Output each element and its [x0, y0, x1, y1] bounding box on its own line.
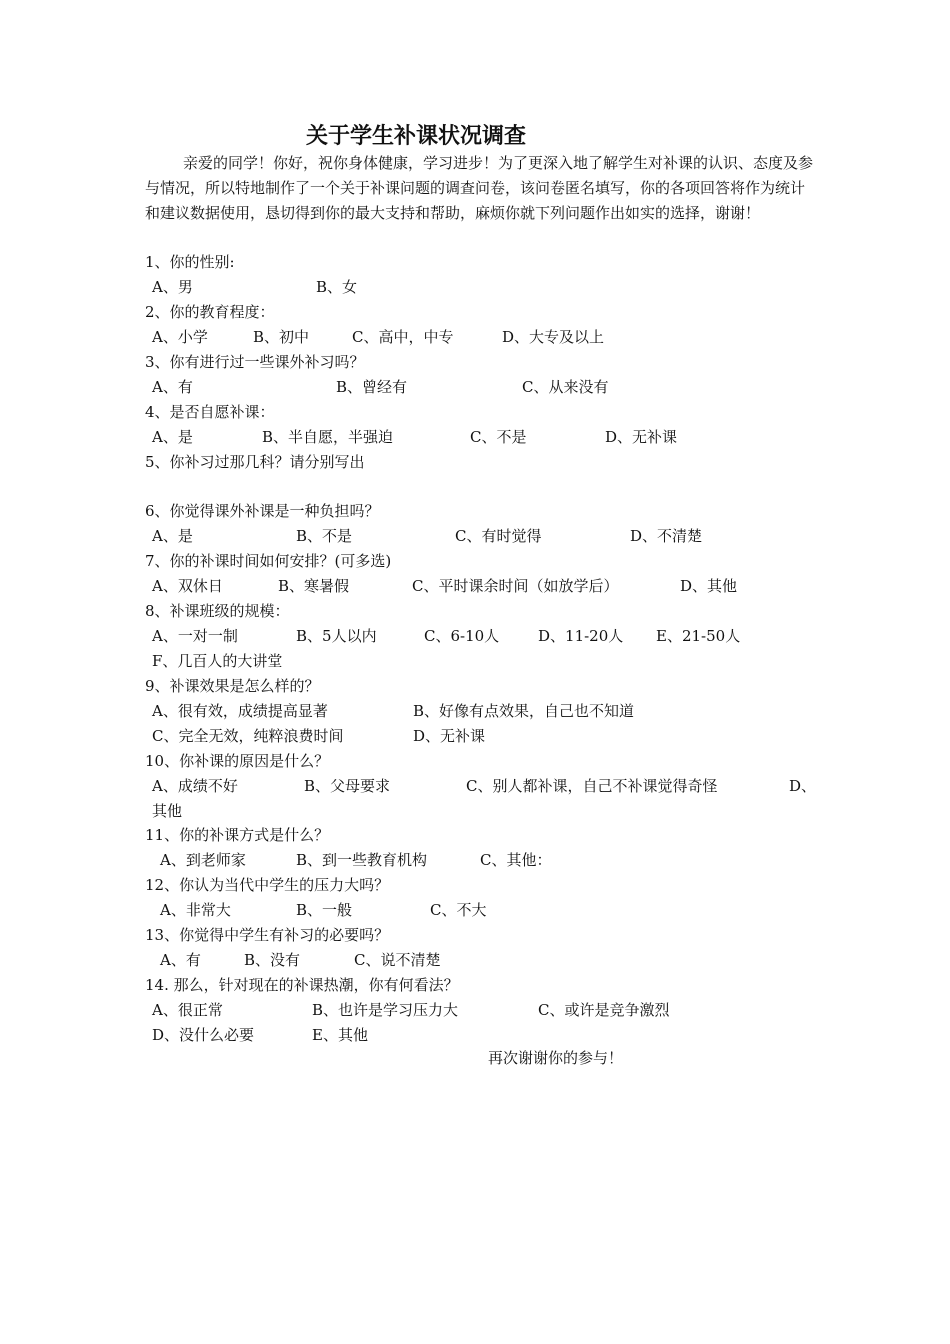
question-9: 9、补课效果是怎么样的？ [145, 677, 320, 695]
page-title: 关于学生补课状况调查 [306, 124, 527, 149]
q9-option-b[interactable]: B、好像有点效果，自己也不知道 [413, 702, 635, 720]
q8-option-a[interactable]: A、一对一制 [152, 627, 238, 645]
q4-option-c[interactable]: C、不是 [470, 428, 527, 446]
question-1: 1、你的性别: [145, 253, 235, 271]
q7-option-d[interactable]: D、其他 [680, 577, 738, 595]
q6-option-a[interactable]: A、是 [152, 527, 193, 545]
q4-option-b[interactable]: B、半自愿，半强迫 [262, 428, 394, 446]
q12-option-b[interactable]: B、一般 [296, 901, 353, 919]
q2-option-c[interactable]: C、高中，中专 [352, 328, 454, 346]
q10-option-d-cont[interactable]: 其他 [152, 802, 183, 820]
q7-option-c[interactable]: C、平时课余时间（如放学后） [412, 577, 619, 595]
q11-option-a[interactable]: A、到老师家 [160, 851, 246, 869]
q10-option-c[interactable]: C、别人都补课，自己不补课觉得奇怪 [466, 777, 718, 795]
q14-option-b[interactable]: B、也许是学习压力大 [312, 1001, 459, 1019]
q8-option-f[interactable]: F、几百人的大讲堂 [152, 652, 283, 670]
q11-option-b[interactable]: B、到一些教育机构 [296, 851, 428, 869]
question-5: 5、你补习过那几科？请分别写出 [145, 453, 365, 471]
question-11: 11、你的补课方式是什么？ [145, 826, 330, 844]
q10-option-d[interactable]: D、 [789, 777, 817, 795]
q13-option-a[interactable]: A、有 [160, 951, 201, 969]
q14-option-c[interactable]: C、或许是竞争激烈 [538, 1001, 670, 1019]
q14-option-d[interactable]: D、没什么必要 [152, 1026, 255, 1044]
closing-thanks: 再次谢谢你的参与！ [488, 1049, 624, 1067]
q9-option-d[interactable]: D、无补课 [413, 727, 486, 745]
q4-option-d[interactable]: D、无补课 [605, 428, 678, 446]
q10-option-a[interactable]: A、成绩不好 [152, 777, 238, 795]
question-14: 14. 那么，针对现在的补课热潮，你有何看法？ [145, 976, 459, 994]
question-8: 8、补课班级的规模： [145, 602, 290, 620]
q4-option-a[interactable]: A、是 [152, 428, 193, 446]
q2-option-d[interactable]: D、大专及以上 [502, 328, 605, 346]
q9-option-a[interactable]: A、很有效，成绩提高显著 [152, 702, 328, 720]
q7-option-b[interactable]: B、寒暑假 [278, 577, 350, 595]
question-10: 10、你补课的原因是什么？ [145, 752, 330, 770]
q8-option-c[interactable]: C、6-10人 [424, 627, 500, 645]
q14-option-a[interactable]: A、很正常 [152, 1001, 223, 1019]
q12-option-a[interactable]: A、非常大 [160, 901, 231, 919]
q6-option-d[interactable]: D、不清楚 [630, 527, 703, 545]
question-7: 7、你的补课时间如何安排？(可多选) [145, 552, 392, 570]
q9-option-c[interactable]: C、完全无效，纯粹浪费时间 [152, 727, 344, 745]
q3-option-b[interactable]: B、曾经有 [336, 378, 408, 396]
q2-option-a[interactable]: A、小学 [152, 328, 208, 346]
q1-option-a[interactable]: A、男 [152, 278, 193, 296]
intro-paragraph: 亲爱的同学！你好，祝你身体健康，学习进步！为了更深入地了解学生对补课的认识、态度及参与情况，所以特地制作了一个关于补课问题的调查问卷，该问卷匿名填写，你的各项回答将作为统计和建议数据使用，恳切得到你的最大支持和帮助，麻烦你就下列问题作出如实的选择，谢谢！ [145, 154, 814, 222]
q1-option-b[interactable]: B、女 [316, 278, 358, 296]
q14-option-e[interactable]: E、其他 [312, 1026, 368, 1044]
q12-option-c[interactable]: C、不大 [430, 901, 487, 919]
q8-option-b[interactable]: B、5人以内 [296, 627, 377, 645]
question-4: 4、是否自愿补课： [145, 403, 275, 421]
question-6: 6、你觉得课外补课是一种负担吗？ [145, 502, 380, 520]
q3-option-a[interactable]: A、有 [152, 378, 193, 396]
q2-option-b[interactable]: B、初中 [253, 328, 310, 346]
q13-option-b[interactable]: B、没有 [244, 951, 301, 969]
question-12: 12、你认为当代中学生的压力大吗？ [145, 876, 390, 894]
question-3: 3、你有进行过一些课外补习吗？ [145, 353, 365, 371]
q6-option-c[interactable]: C、有时觉得 [455, 527, 542, 545]
q7-option-a[interactable]: A、双休日 [152, 577, 223, 595]
q10-option-b[interactable]: B、父母要求 [304, 777, 391, 795]
q6-option-b[interactable]: B、不是 [296, 527, 353, 545]
q8-option-e[interactable]: E、21-50人 [656, 627, 741, 645]
q13-option-c[interactable]: C、说不清楚 [354, 951, 441, 969]
q8-option-d[interactable]: D、11-20人 [538, 627, 624, 645]
question-13: 13、你觉得中学生有补习的必要吗？ [145, 926, 390, 944]
q11-option-c[interactable]: C、其他： [480, 851, 552, 869]
q3-option-c[interactable]: C、从来没有 [522, 378, 609, 396]
question-2: 2、你的教育程度： [145, 303, 275, 321]
